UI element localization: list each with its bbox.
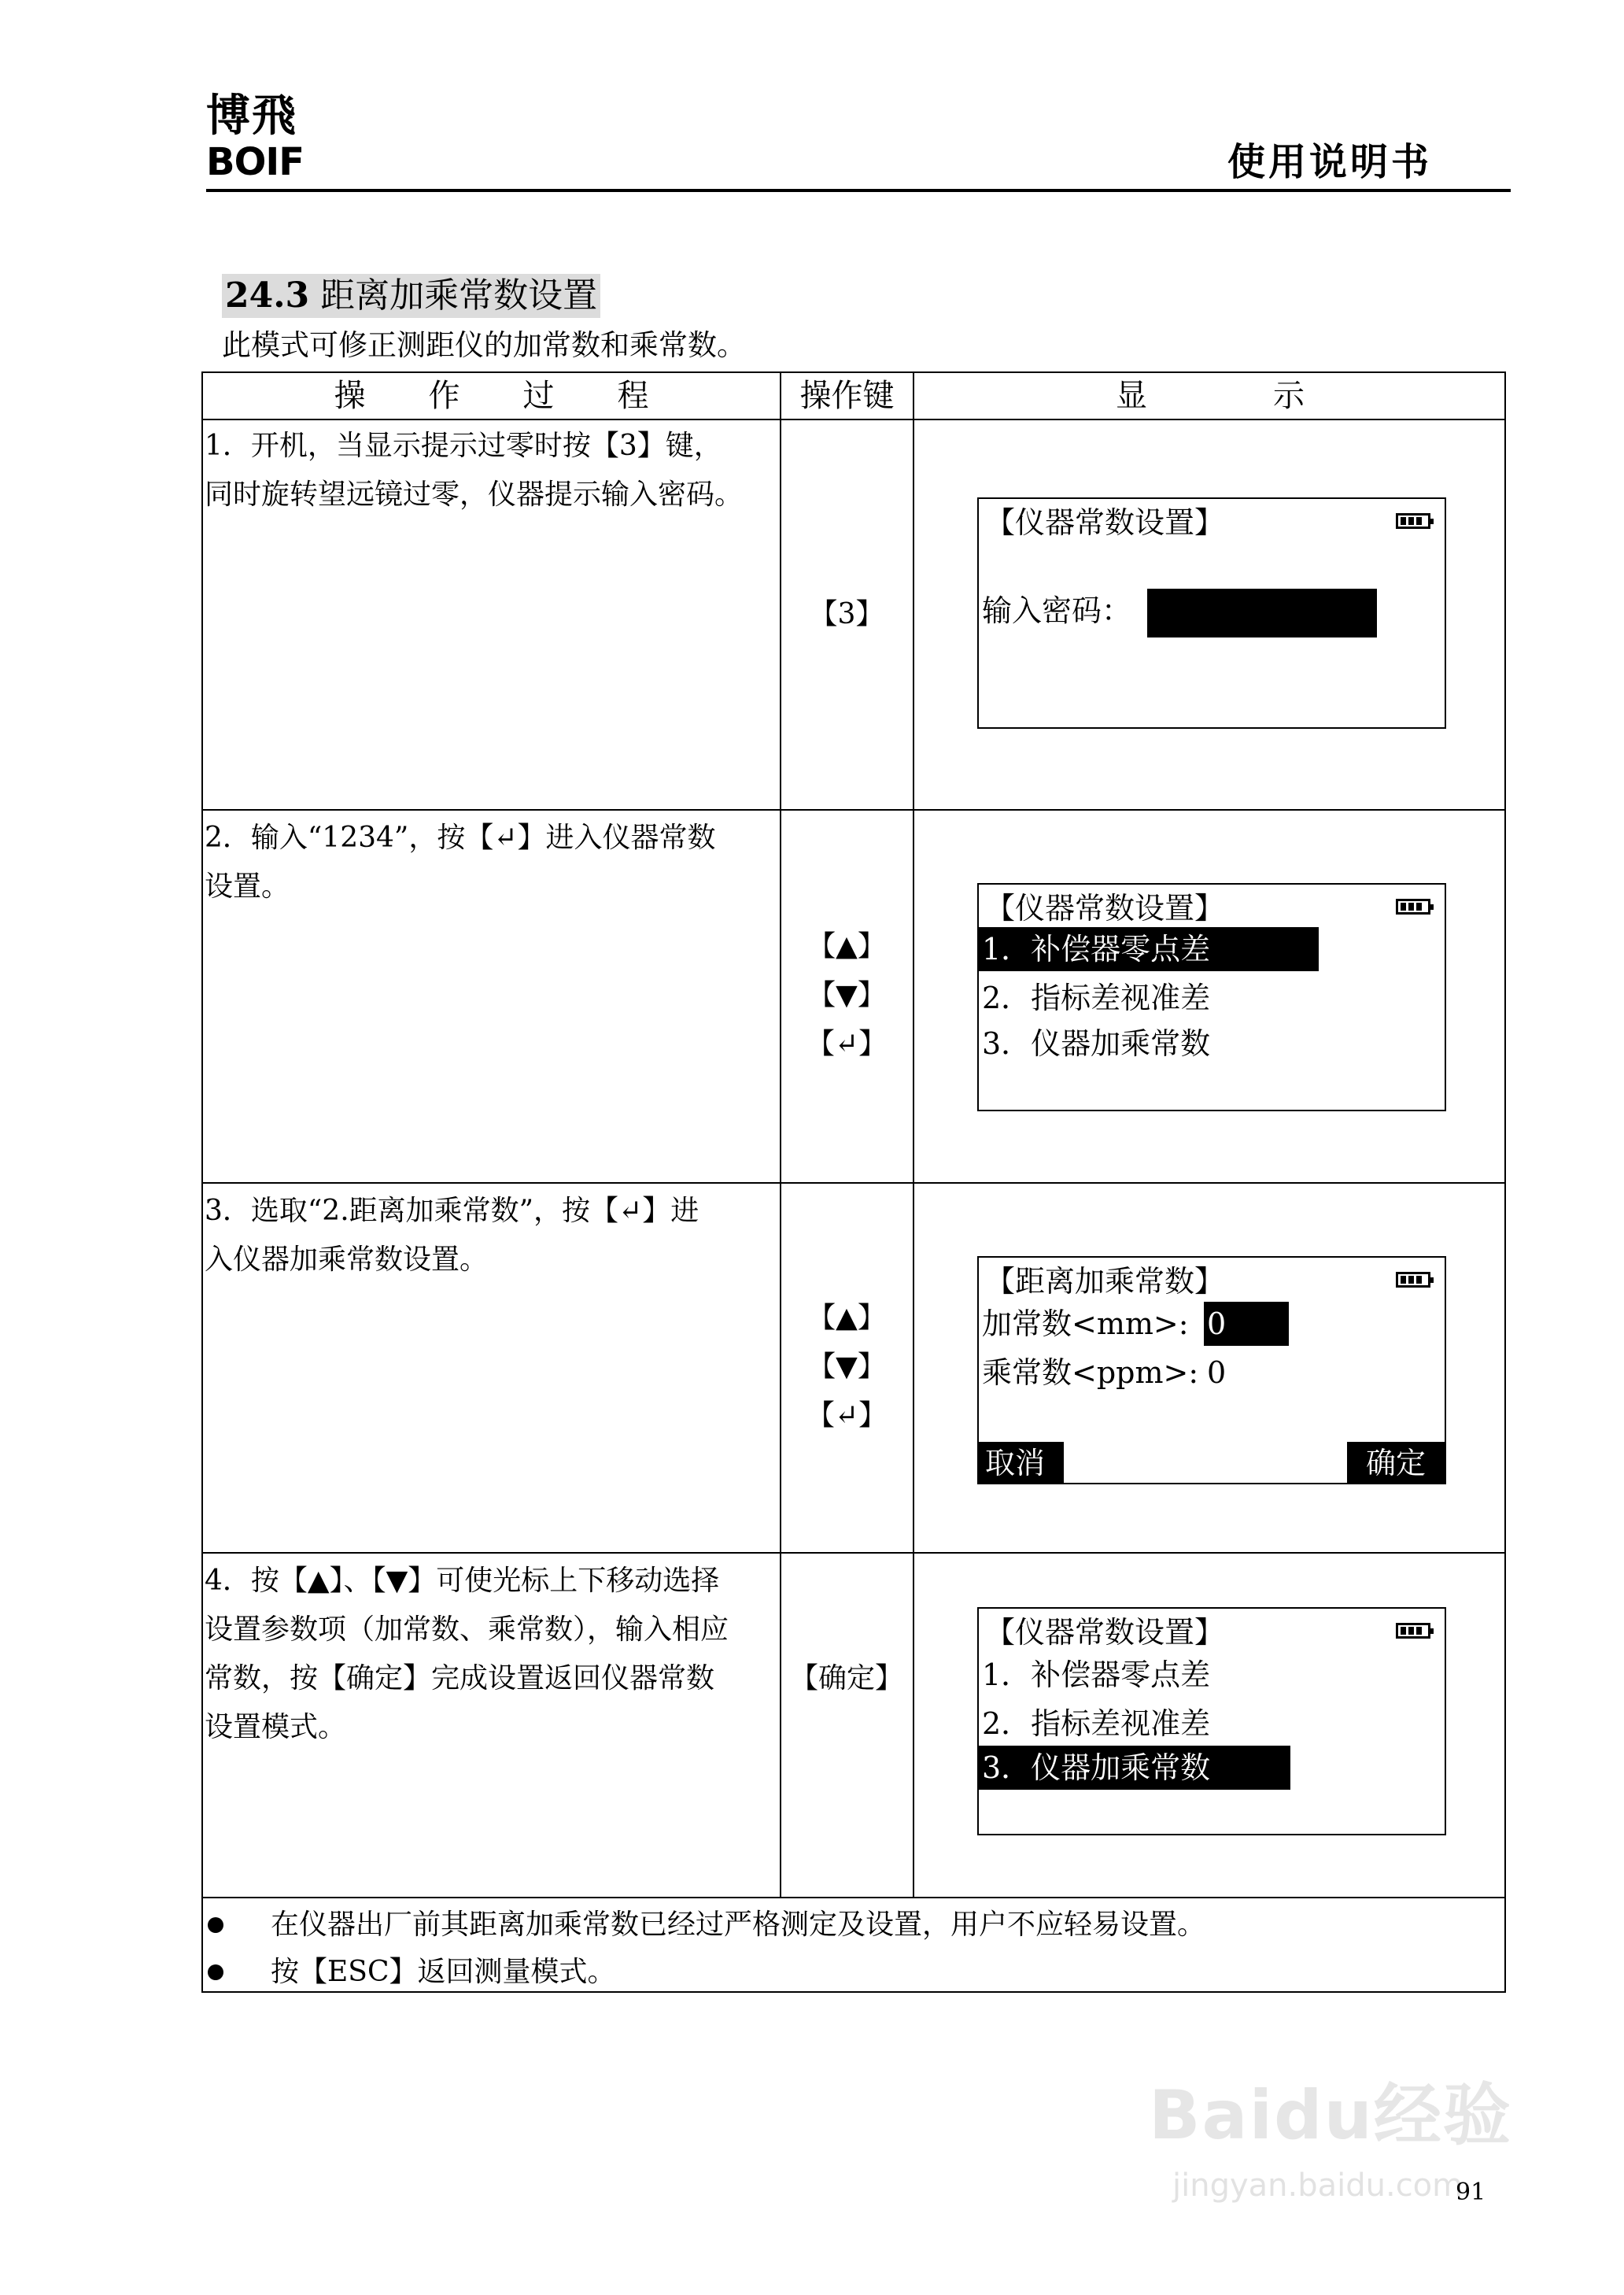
row2-key-down: 【▼】 [807, 979, 886, 1011]
row4-menu-item-3-selected: 3．仪器加乘常数 [979, 1746, 1290, 1790]
row2-lcd-screen [977, 883, 1446, 1111]
column-divider-2 [913, 373, 914, 1898]
row4-process-line2: 设置参数项（加常数、乘常数），输入相应 [205, 1613, 729, 1646]
row4-process-line1: 4．按【▲】、【▼】可使光标上下移动选择 [205, 1565, 720, 1597]
header-rule [206, 189, 1511, 192]
row2-process-line1: 2．输入“1234”，按【↵】进入仪器常数 [205, 822, 716, 854]
page-number: 91 [1456, 2179, 1486, 2206]
row3-key-up: 【▲】 [807, 1302, 886, 1334]
password-input-field [1147, 589, 1377, 638]
battery-icon [1396, 1272, 1430, 1288]
logo-chinese: 博飛 [206, 91, 297, 142]
header-divider [203, 419, 1504, 420]
watermark-url: jingyan.baidu.com [1172, 2168, 1463, 2204]
row-divider-1 [203, 809, 1504, 811]
row3-screen-title: 【距离加乘常数】 [985, 1264, 1225, 1299]
section-title-text: 距离加乘常数设置 [320, 275, 598, 316]
row2-menu-item-1-selected: 1．补偿器零点差 [979, 927, 1319, 971]
row1-password-label: 输入密码： [982, 593, 1132, 628]
row4-process-line3: 常数，按【确定】完成设置返回仪器常数 [205, 1662, 715, 1694]
row-divider-2 [203, 1182, 1504, 1184]
mult-constant-value: 0 [1207, 1355, 1227, 1390]
row2-menu-item-3: 3．仪器加乘常数 [982, 1026, 1211, 1061]
row4-menu-item-2: 2．指标差视准差 [982, 1706, 1211, 1741]
row2-key-up: 【▲】 [807, 930, 886, 963]
column-divider-1 [780, 373, 781, 1898]
manual-title: 使用说明书 [1227, 140, 1433, 184]
header-process: 操 作 过 程 [334, 378, 649, 414]
battery-icon [1396, 513, 1430, 529]
row2-key-enter: 【↵】 [806, 1028, 888, 1060]
row3-lcd-screen [977, 1256, 1446, 1484]
row2-process-line2: 设置。 [205, 870, 290, 903]
softkey-confirm: 确定 [1347, 1442, 1446, 1484]
row2-screen-title: 【仪器常数设置】 [985, 891, 1225, 926]
bullet-icon [208, 1964, 223, 1980]
row3-key-down: 【▼】 [807, 1351, 886, 1383]
row3-process-line1: 3．选取“2.距离加乘常数”，按【↵】进 [205, 1195, 699, 1227]
row3-process-line2: 入仪器加乘常数设置。 [205, 1244, 489, 1276]
row4-process-line4: 设置模式。 [205, 1711, 347, 1743]
bullet-icon [208, 1917, 223, 1933]
section-title [222, 274, 600, 318]
note-2: 按【ESC】返回测量模式。 [271, 1956, 616, 1988]
row4-menu-item-1: 1．补偿器零点差 [982, 1658, 1211, 1692]
row1-key: 【3】 [809, 598, 884, 630]
add-constant-label: 加常数<mm>: [982, 1306, 1189, 1341]
row2-menu-item-2: 2．指标差视准差 [982, 981, 1211, 1015]
logo-english [206, 140, 371, 184]
mult-constant-label: 乘常数<ppm>: [982, 1355, 1199, 1390]
row4-screen-title: 【仪器常数设置】 [985, 1615, 1225, 1650]
section-number: 24.3 [225, 275, 310, 316]
note-1: 在仪器出厂前其距离加乘常数已经过严格测定及设置，用户不应轻易设置。 [271, 1909, 1206, 1941]
battery-icon [1396, 1623, 1430, 1639]
softkey-cancel: 取消 [979, 1442, 1064, 1484]
row1-lcd-screen [977, 497, 1446, 729]
row1-screen-title: 【仪器常数设置】 [985, 505, 1225, 540]
row3-key-enter: 【↵】 [806, 1399, 888, 1432]
header-key: 操作键 [799, 378, 895, 414]
row-divider-4 [203, 1897, 1504, 1898]
row4-lcd-screen [977, 1607, 1446, 1835]
procedure-table [201, 371, 1506, 1993]
row1-process-line2: 同时旋转望远镜过零，仪器提示输入密码。 [205, 479, 744, 511]
watermark-brand: Baidu经验 [1149, 2076, 1512, 2155]
logo-english-text: BOIF [206, 140, 304, 184]
row1-process-line1: 1．开机，当显示提示过零时按【3】键， [205, 430, 722, 462]
row-divider-3 [203, 1552, 1504, 1554]
add-constant-value: 0 [1204, 1302, 1289, 1346]
battery-icon [1396, 899, 1430, 915]
header-display: 显 示 [1116, 378, 1305, 414]
row4-key-confirm: 【确定】 [789, 1662, 903, 1694]
section-intro: 此模式可修正测距仪的加常数和乘常数。 [222, 328, 746, 362]
